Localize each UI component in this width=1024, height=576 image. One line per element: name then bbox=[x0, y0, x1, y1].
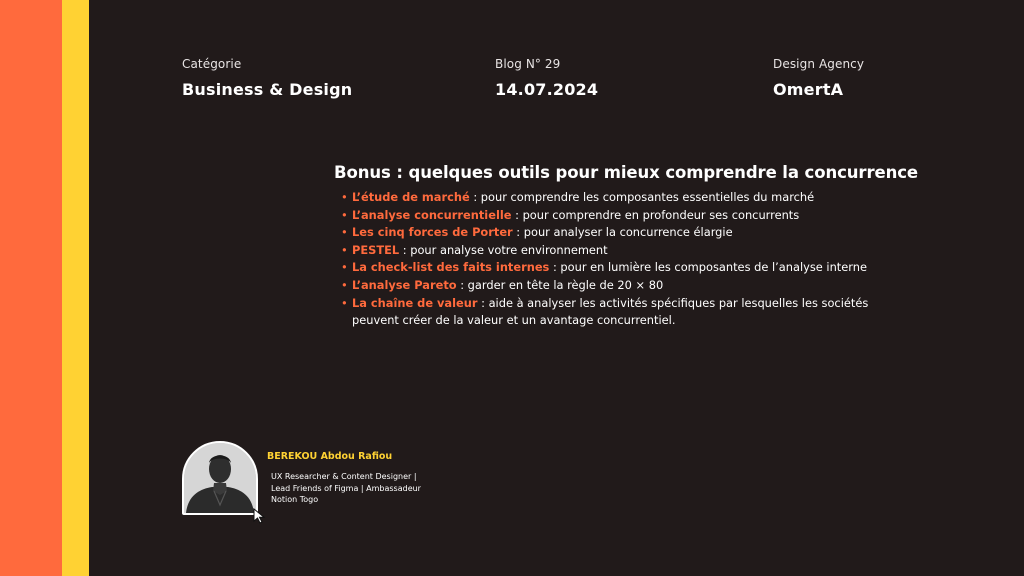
bullet-icon: • bbox=[341, 225, 348, 240]
author-name: BEREKOU Abdou Rafiou bbox=[267, 451, 393, 462]
list-item-term: PESTEL bbox=[352, 242, 400, 257]
yellow-side-stripe bbox=[62, 0, 89, 576]
list-item-text: : aide à analyser les activités spécifiques par lesquelles les sociétés peuvent créer de la valeur et un avantage concurrentiel. bbox=[352, 295, 869, 328]
list-item-term: La chaîne de valeur bbox=[352, 295, 478, 310]
list-item-text: : pour comprendre en profondeur ses concurrents bbox=[511, 207, 800, 222]
list-item bbox=[334, 224, 914, 242]
agency-block bbox=[773, 57, 864, 99]
list-item-term: L’analyse Pareto bbox=[352, 277, 457, 292]
tools-list bbox=[334, 189, 914, 330]
category-label: Catégorie bbox=[182, 57, 242, 71]
list-item bbox=[334, 295, 914, 330]
list-item-text: : pour comprendre les composantes essentielles du marché bbox=[469, 190, 815, 204]
cursor-arrow-icon bbox=[253, 508, 267, 524]
list-item-text: : garder en tête la règle de 20 × 80 bbox=[456, 277, 664, 292]
bullet-icon: • bbox=[341, 242, 348, 257]
person-photo-icon bbox=[184, 443, 256, 513]
list-item-term: L’étude de marché bbox=[352, 190, 470, 204]
blog-block bbox=[495, 57, 598, 99]
list-item-text: : pour analyse votre environnement bbox=[399, 242, 608, 257]
list-item-term: La check-list des faits internes bbox=[352, 260, 550, 275]
list-item bbox=[334, 242, 914, 260]
list-item bbox=[334, 277, 914, 295]
bullet-icon: • bbox=[341, 295, 348, 310]
bullet-icon: • bbox=[341, 260, 348, 275]
list-item-term: L’analyse concurrentielle bbox=[352, 207, 512, 222]
author-avatar bbox=[182, 441, 258, 515]
section-title: Bonus : quelques outils pour mieux comprendre la concurrence bbox=[334, 163, 919, 182]
list-item-term: Les cinq forces de Porter bbox=[352, 225, 513, 240]
category-value: Business & Design bbox=[182, 80, 353, 99]
orange-side-stripe bbox=[0, 0, 62, 576]
blog-number-label: Blog N° 29 bbox=[495, 57, 561, 71]
bullet-icon: • bbox=[341, 207, 348, 222]
list-item-text: : pour analyser la concurrence élargie bbox=[512, 225, 733, 240]
content-section bbox=[334, 163, 919, 330]
author-role: UX Researcher & Content Designer | Lead Friends of Figma | Ambassadeur Notion Togo bbox=[271, 472, 421, 504]
bullet-icon: • bbox=[341, 277, 348, 292]
list-item bbox=[334, 189, 914, 207]
list-item-text: : pour en lumière les composantes de l’analyse interne bbox=[549, 260, 867, 275]
list-item bbox=[334, 259, 914, 277]
agency-label: Design Agency bbox=[773, 57, 865, 71]
category-block bbox=[182, 57, 352, 99]
bullet-icon: • bbox=[341, 190, 348, 204]
agency-name: OmertA bbox=[773, 80, 844, 99]
list-item bbox=[334, 207, 914, 225]
blog-date: 14.07.2024 bbox=[495, 80, 599, 99]
